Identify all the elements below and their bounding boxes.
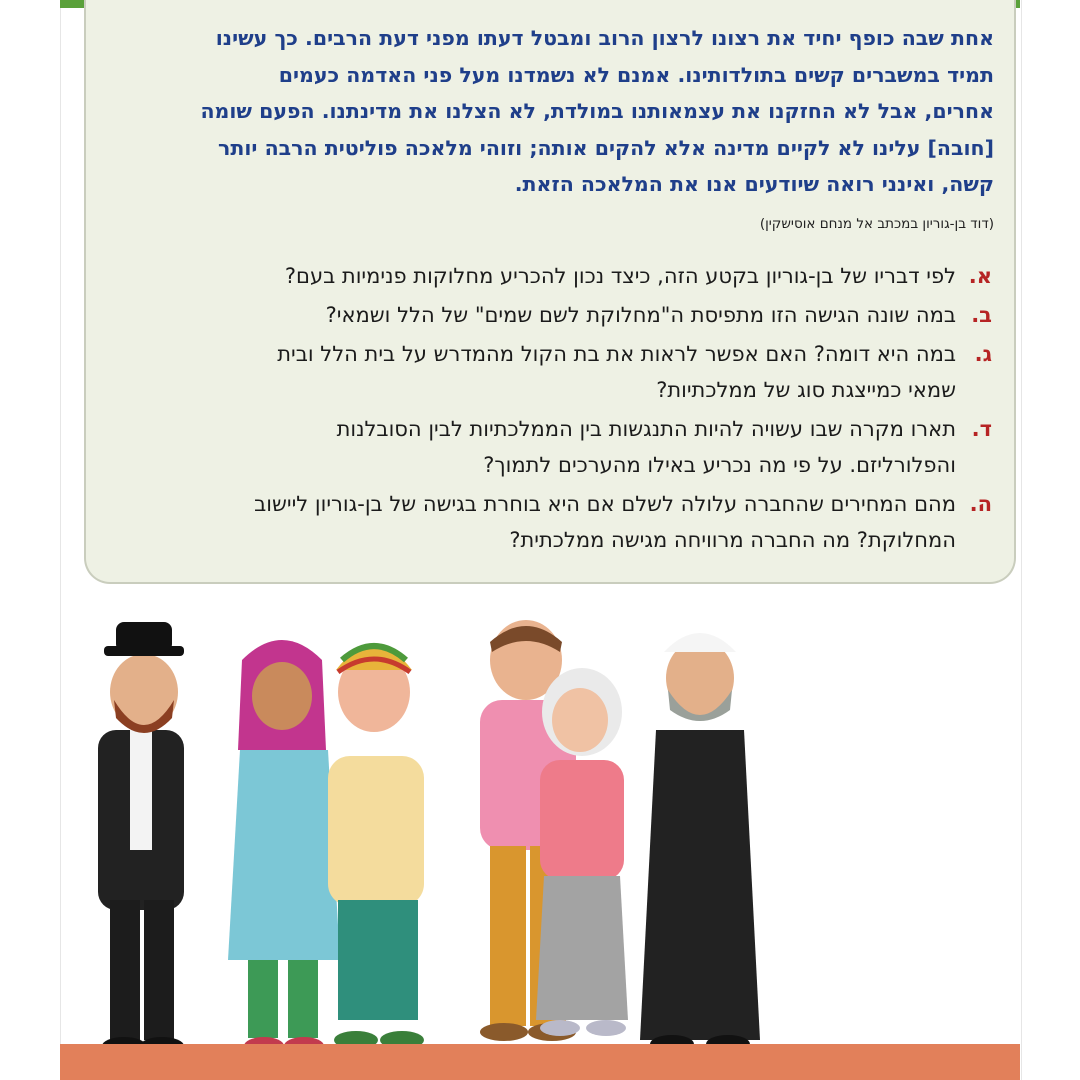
person-elderly-woman: [536, 668, 628, 1036]
question-text: במה היא דומה? האם אפשר לראות את בת הקול מהמדרש על בית הלל ובית: [277, 342, 956, 366]
question-item: [114, 258, 994, 294]
person-hijab-woman: [228, 640, 340, 1055]
quote-line: תמיד במשברים קשים בתולדותינו. אמנם לא נשמדנו מעל פני האדמה כעמים: [278, 62, 994, 87]
quote-line: קשה, ואינני רואה שיודעים אנו את המלאכה הזאת.: [514, 172, 994, 196]
question-letter: ב.: [971, 303, 992, 327]
quote-block: [104, 20, 994, 203]
question-item: [114, 411, 994, 483]
person-hat-man: [98, 622, 184, 1055]
quote-line: אחרים, אבל לא החזקנו את עצמאותנו במולדת, לא הצלנו את מדינתנו. הפעם שומה: [200, 99, 994, 123]
question-text: תארו מקרה שבו עשויה להיות התנגשות בין הממלכתיות לבין הסובלנות: [336, 417, 956, 441]
quote-line: [חובה] עלינו לא לקיים מדינה אלא להקים אותה; וזוהי מלאכה פוליטית הרבה יותר: [218, 135, 994, 160]
question-text: במה שונה הגישה הזו מתפיסת ה"מחלוקת לשם שמים" של הלל ושמאי?: [325, 303, 956, 327]
question-letter: ד.: [971, 417, 992, 441]
floor-stripe: [60, 1044, 1020, 1080]
question-text: והפלורליזם. על פי מה נכריע באילו מהערכים לתמוך?: [483, 453, 956, 477]
quote-source: (דוד בן-גוריון במכתב אל מנחם אוסישקין): [759, 216, 994, 232]
question-text: לפי דבריו של בן-גוריון בקטע הזה, כיצד נכון להכריע מחלוקות פנימיות בעם?: [284, 264, 956, 288]
question-letter: ג.: [974, 342, 992, 366]
person-robe-man: [640, 633, 760, 1053]
quote-line: אחת שבה כופף יחיד את רצונו לרצון הרוב ומבטל דעתו מפני דעת הרבים. כך עשינו: [215, 26, 994, 50]
question-letter: ה.: [969, 492, 992, 516]
question-letter: א.: [968, 264, 992, 288]
questions-list: [114, 258, 994, 561]
question-item: [114, 486, 994, 558]
question-text: שמאי כמייצגת סוג של ממלכתיות?: [656, 378, 956, 402]
question-text: המחלוקת? מה החברה מרוויחה מגישה ממלכתית?: [509, 528, 956, 552]
diverse-people-illustration: [60, 600, 1020, 1080]
question-item: [114, 297, 994, 333]
question-item: [114, 336, 994, 408]
person-kippa-boy: [328, 645, 424, 1049]
question-text: מהם המחירים שהחברה עלולה לשלם אם היא בוחרת בגישה של בן-גוריון ליישוב: [254, 492, 956, 516]
